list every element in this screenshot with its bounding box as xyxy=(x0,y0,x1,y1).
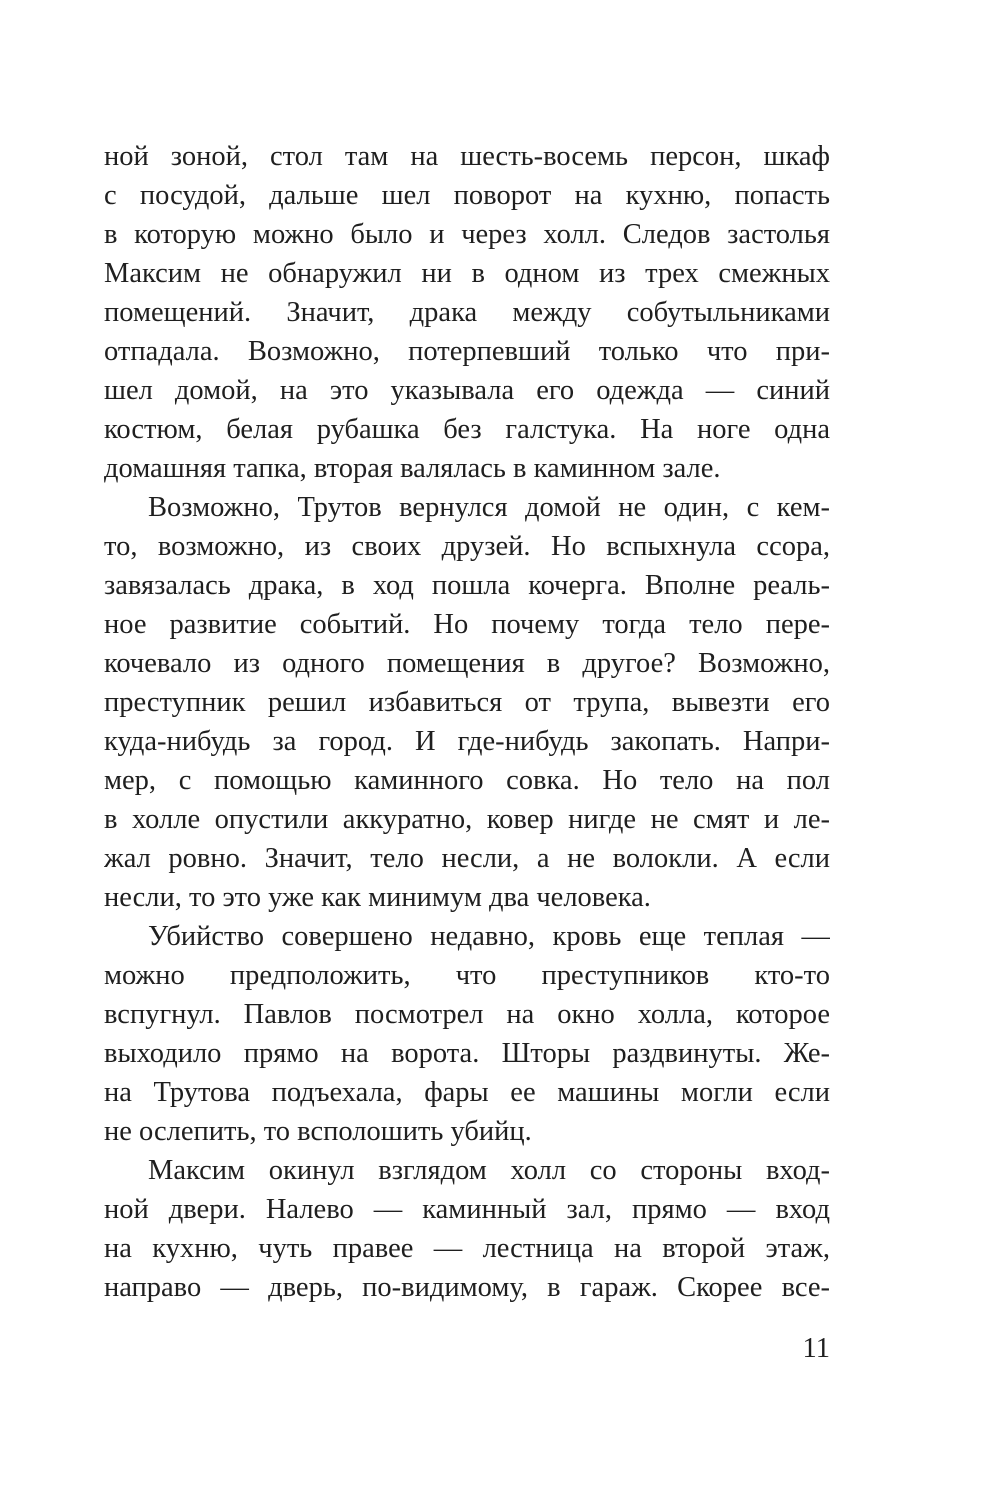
text-line: отпадала. Возможно, потерпевший только что при- xyxy=(104,336,830,367)
text-line: не ослепить, то всполошить убийц. xyxy=(104,1116,532,1147)
text-line: кочевало из одного помещения в другое? Возможно, xyxy=(104,648,830,679)
text-line: ной двери. Налево — каминный зал, прямо — вход xyxy=(104,1194,830,1225)
text-line: мер, с помощью каминного совка. Но тело на пол xyxy=(104,765,830,796)
text-line: с посудой, дальше шел поворот на кухню, попасть xyxy=(104,180,830,211)
text-line: направо — дверь, по-видимому, в гараж. Скорее все- xyxy=(104,1272,830,1303)
text-line: несли, то это уже как минимум два человека. xyxy=(104,882,651,913)
text-line: шел домой, на это указывала его одежда — синий xyxy=(104,375,830,406)
body-text xyxy=(104,137,830,1307)
paragraph xyxy=(104,137,830,488)
text-line: ной зоной, стол там на шесть-восемь персон, шкаф xyxy=(104,141,830,172)
text-line: Возможно, Трутов вернулся домой не один, с кем- xyxy=(148,492,830,523)
text-line: в холле опустили аккуратно, ковер нигде не смят и ле- xyxy=(104,804,830,835)
paragraph xyxy=(104,1151,830,1307)
text-line: то, возможно, из своих друзей. Но вспыхнула ссора, xyxy=(104,531,830,562)
text-line: выходило прямо на ворота. Шторы раздвинуты. Же- xyxy=(104,1038,830,1069)
paragraph xyxy=(104,488,830,917)
text-line: куда-нибудь за город. И где-нибудь закопать. Напри- xyxy=(104,726,830,757)
text-line: ное развитие событий. Но почему тогда тело пере- xyxy=(104,609,830,640)
text-line: жал ровно. Значит, тело несли, а не волокли. А если xyxy=(104,843,830,874)
text-line: на кухню, чуть правее — лестница на второй этаж, xyxy=(104,1233,830,1264)
text-line: вспугнул. Павлов посмотрел на окно холла, которое xyxy=(104,999,830,1030)
text-line: в которую можно было и через холл. Следов застолья xyxy=(104,219,830,250)
text-line: завязалась драка, в ход пошла кочерга. Вполне реаль- xyxy=(104,570,830,601)
paragraph xyxy=(104,917,830,1151)
text-line: Максим не обнаружил ни в одном из трех смежных xyxy=(104,258,830,289)
text-line: можно предположить, что преступников кто-то xyxy=(104,960,830,991)
text-line: домашняя тапка, вторая валялась в каминном зале. xyxy=(104,453,721,484)
text-line: Убийство совершено недавно, кровь еще теплая — xyxy=(148,921,830,952)
text-line: на Трутова подъехала, фары ее машины могли если xyxy=(104,1077,830,1108)
text-line: костюм, белая рубашка без галстука. На ноге одна xyxy=(104,414,830,445)
page-number: 11 xyxy=(802,1333,830,1364)
text-line: преступник решил избавиться от трупа, вывезти его xyxy=(104,687,830,718)
text-line: помещений. Значит, драка между собутыльниками xyxy=(104,297,830,328)
text-line: Максим окинул взглядом холл со стороны вход- xyxy=(148,1155,830,1186)
